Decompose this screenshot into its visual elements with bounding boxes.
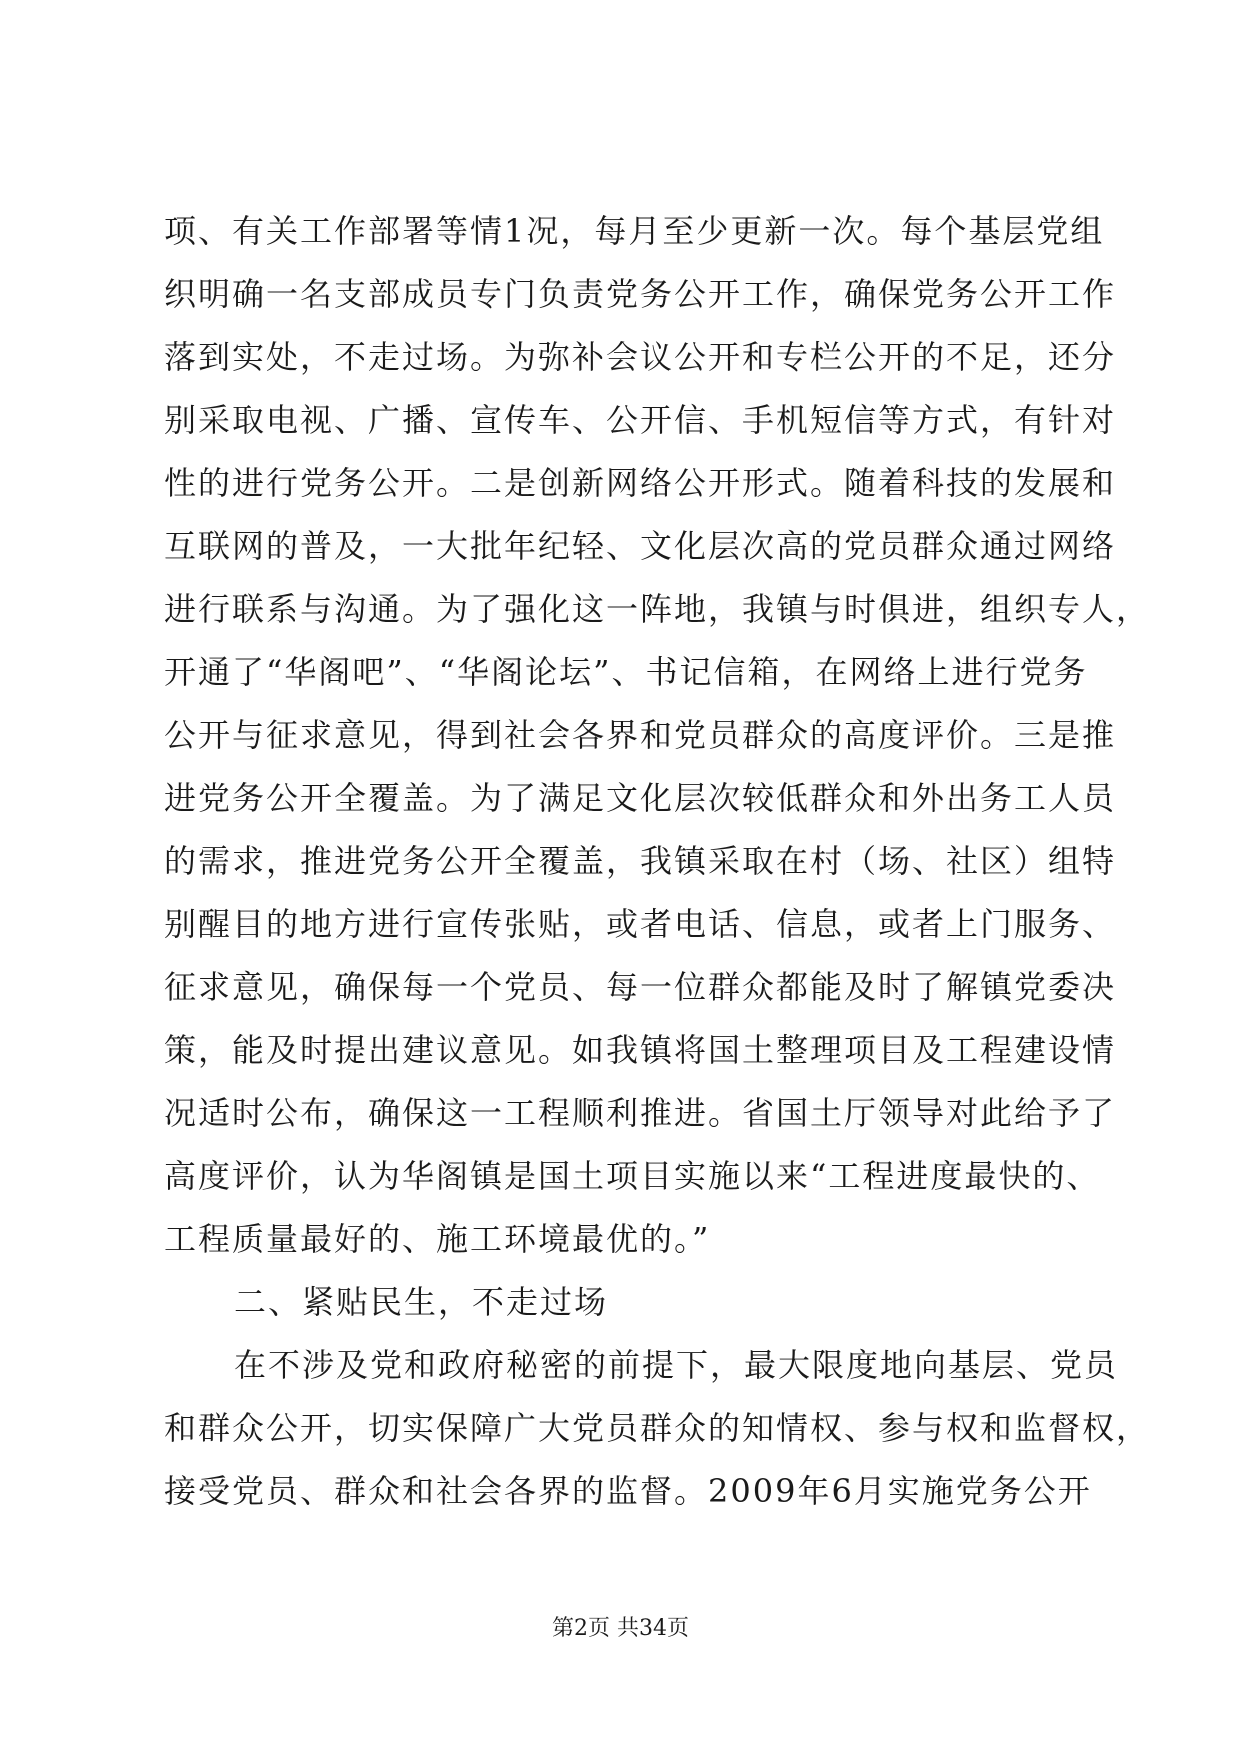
text-line-19: 在不涉及党和政府秘密的前提下，最大限度地向基层、党员 (234, 1346, 1119, 1384)
section-heading: 二、紧贴民生，不走过场 (234, 1283, 609, 1321)
text-line-3: 落到实处，不走过场。为弥补会议公开和专栏公开的不足，还分 (164, 338, 1117, 376)
text-line-17: 工程质量最好的、施工环境最优的。” (164, 1220, 711, 1258)
text-line-1: 项、有关工作部署等情1况，每月至少更新一次。每个基层党组 (164, 212, 1105, 250)
text-line-7: 进行联系与沟通。为了强化这一阵地，我镇与时俱进，组织专人， (164, 590, 1151, 628)
text-line-8: 开通了“华阁吧”、“华阁论坛”、书记信箱，在网络上进行党务 (164, 653, 1088, 691)
text-line-13: 征求意见，确保每一个党员、每一位群众都能及时了解镇党委决 (164, 968, 1117, 1006)
text-line-10: 进党务公开全覆盖。为了满足文化层次较低群众和外出务工人员 (164, 779, 1117, 817)
text-line-20: 和群众公开，切实保障广大党员群众的知情权、参与权和监督权， (164, 1409, 1151, 1447)
text-line-16: 高度评价，认为华阁镇是国土项目实施以来“工程进度最快的、 (164, 1157, 1101, 1195)
text-line-11: 的需求，推进党务公开全覆盖，我镇采取在村（场、社区）组特 (164, 842, 1117, 880)
text-line-14: 策，能及时提出建议意见。如我镇将国土整理项目及工程建设情 (164, 1031, 1117, 1069)
text-line-2: 织明确一名支部成员专门负责党务公开工作，确保党务公开工作 (164, 275, 1117, 313)
body-text (164, 200, 1151, 1523)
text-line-6: 互联网的普及，一大批年纪轻、文化层次高的党员群众通过网络 (164, 527, 1117, 565)
text-line-5: 性的进行党务公开。二是创新网络公开形式。随着科技的发展和 (164, 464, 1117, 502)
text-line-12: 别醒目的地方进行宣传张贴，或者电话、信息，或者上门服务、 (164, 905, 1117, 943)
text-line-9: 公开与征求意见，得到社会各界和党员群众的高度评价。三是推 (164, 716, 1117, 754)
text-line-21: 接受党员、群众和社会各界的监督。2009年6月实施党务公开 (164, 1472, 1092, 1510)
text-line-4: 别采取电视、广播、宣传车、公开信、手机短信等方式，有针对 (164, 401, 1117, 439)
text-line-15: 况适时公布，确保这一工程顺利推进。省国土厅领导对此给予了 (164, 1094, 1117, 1132)
page-number-footer: 第2页 共34页 (552, 1616, 689, 1641)
